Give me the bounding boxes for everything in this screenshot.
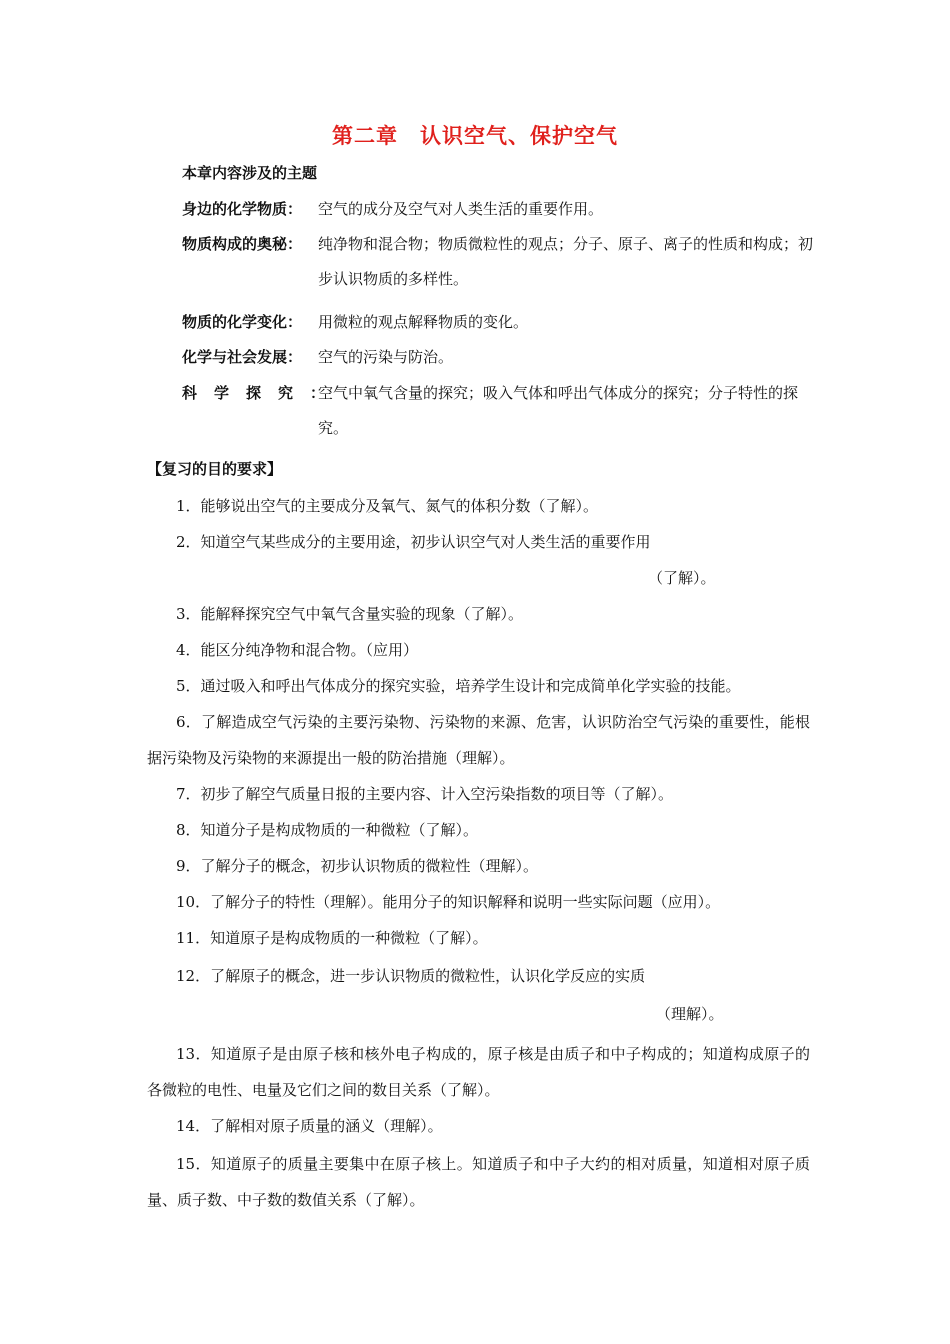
requirement-item: 2．知道空气某些成分的主要用途，初步认识空气对人类生活的重要作用 xyxy=(176,533,651,551)
theme-item xyxy=(182,305,822,340)
theme-text: 空气中氧气含量的探究；吸入气体和呼出气体成分的探究；分子特性的探究。 xyxy=(318,384,799,437)
theme-item xyxy=(182,192,822,227)
theme-label: 科学探究： xyxy=(182,384,343,402)
requirement-item: 13．知道原子是由原子核和核外电子构成的，原子核是由质子和中子构成的；知道构成原子的各微粒的电性、电量及它们之间的数目关系（了解）。 xyxy=(147,1045,810,1099)
theme-text: 用微粒的观点解释物质的变化。 xyxy=(318,313,529,331)
requirements-heading: 【复习的目的要求】 xyxy=(147,460,283,478)
theme-label: 物质的化学变化： xyxy=(182,313,303,331)
requirement-item: 15．知道原子的质量主要集中在原子核上。知道质子和中子大约的相对质量，知道相对原子质量、质子数、中子数的数值关系（了解）。 xyxy=(147,1155,810,1209)
requirement-item: 10．了解分子的特性（理解）。能用分子的知识解释和说明一些实际问题（应用）。 xyxy=(176,893,721,911)
theme-label: 化学与社会发展： xyxy=(182,348,303,366)
requirement-item: 3．能解释探究空气中氧气含量实验的现象（了解）。 xyxy=(176,605,524,623)
requirement-item: 14．了解相对原子质量的涵义（理解）。 xyxy=(176,1117,443,1135)
requirement-item: 9．了解分子的概念，初步认识物质的微粒性（理解）。 xyxy=(176,857,539,875)
themes-heading: 本章内容涉及的主题 xyxy=(182,164,318,182)
chapter-title: 第二章 认识空气、保护空气 xyxy=(332,124,618,148)
requirement-item: 5．通过吸入和呼出气体成分的探究实验，培养学生设计和完成简单化学实验的技能。 xyxy=(176,677,741,695)
requirement-item: 6．了解造成空气污染的主要污染物、污染物的来源、危害，认识防治空气污染的重要性，能根据污染物及污染物的来源提出一般的防治措施（理解）。 xyxy=(147,713,810,767)
requirement-item: 12．了解原子的概念，进一步认识物质的微粒性，认识化学反应的实质 xyxy=(176,967,646,985)
theme-text: 纯净物和混合物；物质微粒性的观点；分子、原子、离子的性质和构成；初步认识物质的多样性。 xyxy=(318,235,814,288)
requirement-item: 1．能够说出空气的主要成分及氧气、氮气的体积分数（了解）。 xyxy=(176,497,599,515)
theme-item xyxy=(182,376,822,446)
theme-text: 空气的污染与防治。 xyxy=(318,348,454,366)
requirement-item: 7．初步了解空气质量日报的主要内容、计入空污染指数的项目等（了解）。 xyxy=(176,785,674,803)
requirement-item: 11．知道原子是构成物质的一种微粒（了解）。 xyxy=(176,929,488,947)
requirement-tail: （理解）。 xyxy=(656,1005,724,1023)
requirement-item: 4．能区分纯净物和混合物。（应用） xyxy=(176,641,419,659)
theme-label: 身边的化学物质： xyxy=(182,200,303,218)
theme-text: 空气的成分及空气对人类生活的重要作用。 xyxy=(318,200,604,218)
requirement-item: 8．知道分子是构成物质的一种微粒（了解）。 xyxy=(176,821,479,839)
theme-item xyxy=(182,340,822,375)
theme-label: 物质构成的奥秘： xyxy=(182,235,303,253)
requirement-tail: （了解）。 xyxy=(648,569,716,587)
theme-item xyxy=(182,227,822,297)
